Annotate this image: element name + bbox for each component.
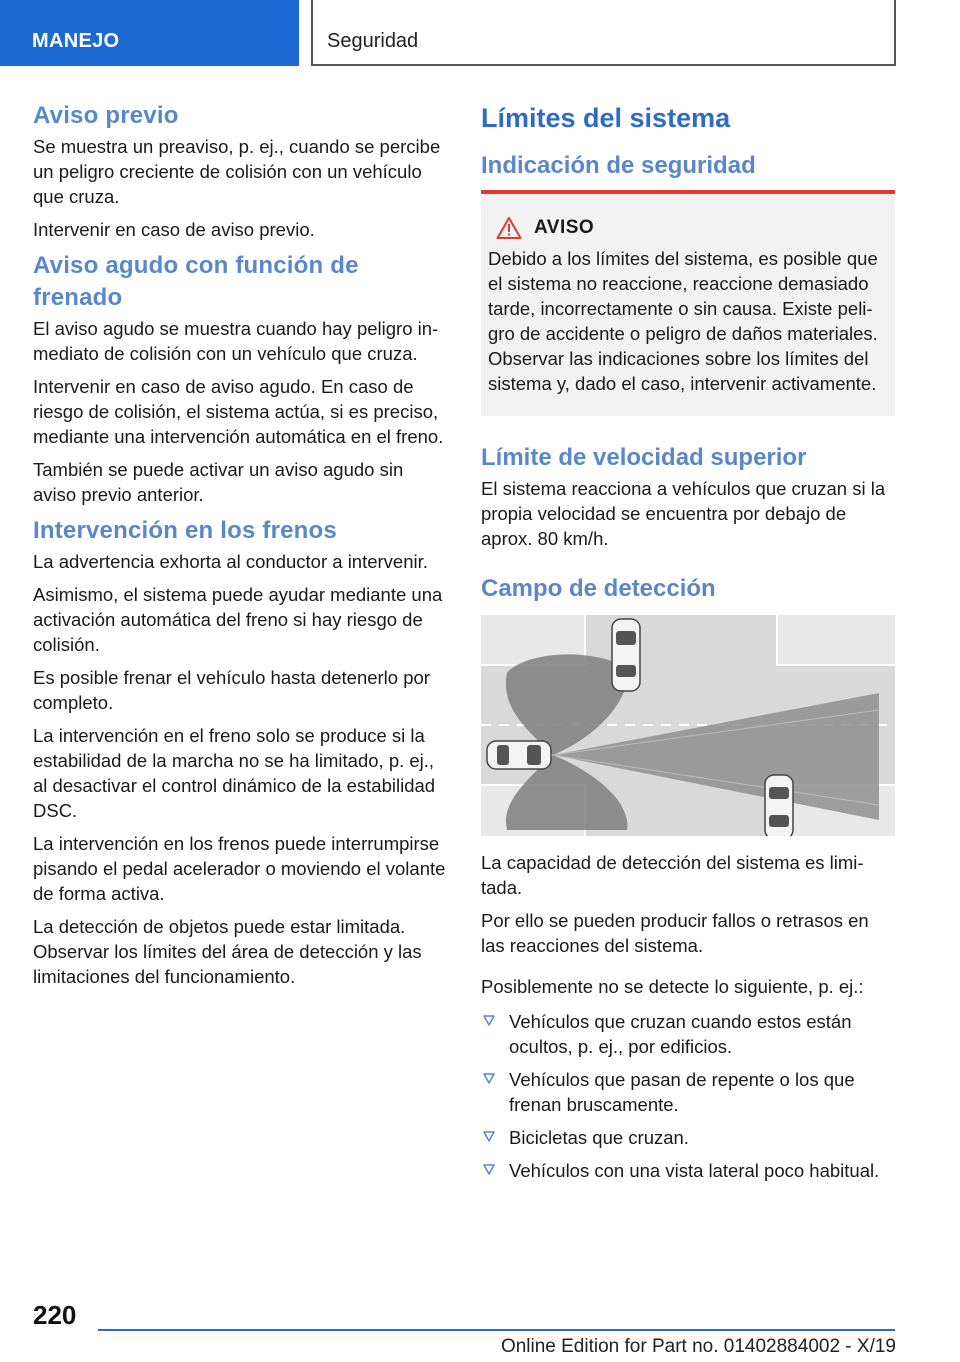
paragraph: Intervenir en caso de aviso previo. bbox=[33, 219, 315, 240]
page-title: Seguridad bbox=[327, 30, 419, 52]
warning-box bbox=[481, 190, 895, 416]
heading-limites: Límites del sistema bbox=[481, 103, 731, 133]
footer-edition: Online Edition for Part no. 01402884002 - X/19 bbox=[500, 1336, 896, 1357]
warning-triangle-icon bbox=[496, 216, 522, 240]
list-item-text: Vehículos con una vista lateral poco habitual. bbox=[509, 1160, 880, 1181]
paragraph: Por ello se pueden producir fallos o retrasos en las reacciones del sistema. bbox=[481, 910, 869, 956]
section-label: MANEJO bbox=[32, 30, 120, 52]
triangle-bullet-icon bbox=[482, 1014, 496, 1028]
triangle-bullet-icon bbox=[482, 1072, 496, 1086]
paragraph: Asimismo, el sistema puede ayudar mediante una activación automática del freno si hay riesgo de colisión. bbox=[33, 584, 443, 655]
heading-campo: Campo de detección bbox=[481, 575, 716, 602]
footer-divider bbox=[98, 1329, 895, 1331]
list-item bbox=[481, 1067, 895, 1117]
page-number: 220 bbox=[33, 1300, 77, 1330]
warning-header bbox=[488, 216, 887, 240]
list-item-text: Vehículos que cruzan cuando estos están ocultos, p. ej., por edificios. bbox=[509, 1011, 852, 1057]
paragraph: La intervención en los frenos puede interrumpirse pisando el pedal acelerador o moviendo el volante de forma activa. bbox=[33, 833, 446, 904]
heading-aviso-previo: Aviso previo bbox=[33, 102, 179, 129]
triangle-bullet-icon bbox=[482, 1163, 496, 1177]
section-tab bbox=[0, 0, 299, 66]
paragraph: El sistema reacciona a vehículos que cruzan si la propia velocidad se encuentra por debajo de aprox. 80 km/h. bbox=[481, 478, 886, 549]
right-column bbox=[481, 100, 895, 1191]
paragraph: Intervenir en caso de aviso agudo. En caso de riesgo de colisión, el sistema actúa, si es preciso, mediante una intervención automática en el freno. bbox=[33, 376, 444, 447]
left-column bbox=[33, 100, 451, 997]
warning-text: Debido a los límites del sistema, es posible que el sistema no reaccione, reaccione demasiado tarde, incorrectamente o sin causa. Existe peligro de accidente o peligro de daños materiales. Observar las indicaciones sobre los límites del sistema y, dado el caso, intervenir activamente. bbox=[488, 248, 878, 394]
paragraph: También se puede activar un aviso agudo sin aviso previo anterior. bbox=[33, 459, 404, 505]
triangle-bullet-icon bbox=[482, 1130, 496, 1144]
heading-velocidad: Límite de velocidad superior bbox=[481, 444, 807, 471]
car-top bbox=[612, 619, 640, 691]
paragraph: El aviso agudo se muestra cuando hay peligro inmediato de colisión con un vehículo que cruza. bbox=[33, 318, 439, 364]
paragraph: La intervención en el freno solo se produce si la estabilidad de la marcha no se ha limitado, p. ej., al desactivar el control dinámico de la estabilidad DSC. bbox=[33, 725, 436, 821]
car-left bbox=[487, 741, 551, 769]
list-item-text: Vehículos que pasan de repente o los que frenan bruscamente. bbox=[509, 1069, 855, 1115]
paragraph: Es posible frenar el vehículo hasta detenerlo por completo. bbox=[33, 667, 430, 713]
paragraph: La capacidad de detección del sistema es limitada. bbox=[481, 852, 864, 898]
page-header bbox=[311, 0, 896, 66]
paragraph: Posiblemente no se detecte lo siguiente, p. ej.: bbox=[481, 976, 864, 997]
list-item-text: Bicicletas que cruzan. bbox=[509, 1127, 689, 1148]
paragraph: La advertencia exhorta al conductor a intervenir. bbox=[33, 551, 428, 572]
list-item bbox=[481, 1125, 895, 1150]
heading-aviso-agudo: Aviso agudo con función de frenado bbox=[33, 252, 359, 311]
car-bottom bbox=[765, 775, 793, 836]
paragraph: La detección de objetos puede estar limitada. Observar los límites del área de detección y las limitaciones del funcionamiento. bbox=[33, 916, 422, 987]
list-item bbox=[481, 1009, 895, 1059]
heading-indicacion: Indicación de seguridad bbox=[481, 152, 756, 179]
detection-field-diagram bbox=[481, 615, 895, 836]
list-item bbox=[481, 1158, 895, 1183]
paragraph: Se muestra un preaviso, p. ej., cuando se percibe un peligro creciente de colisión con un vehículo que cruza. bbox=[33, 136, 441, 207]
limitations-list bbox=[481, 1009, 895, 1183]
warning-label: AVISO bbox=[534, 217, 595, 238]
heading-intervencion: Intervención en los frenos bbox=[33, 517, 337, 544]
